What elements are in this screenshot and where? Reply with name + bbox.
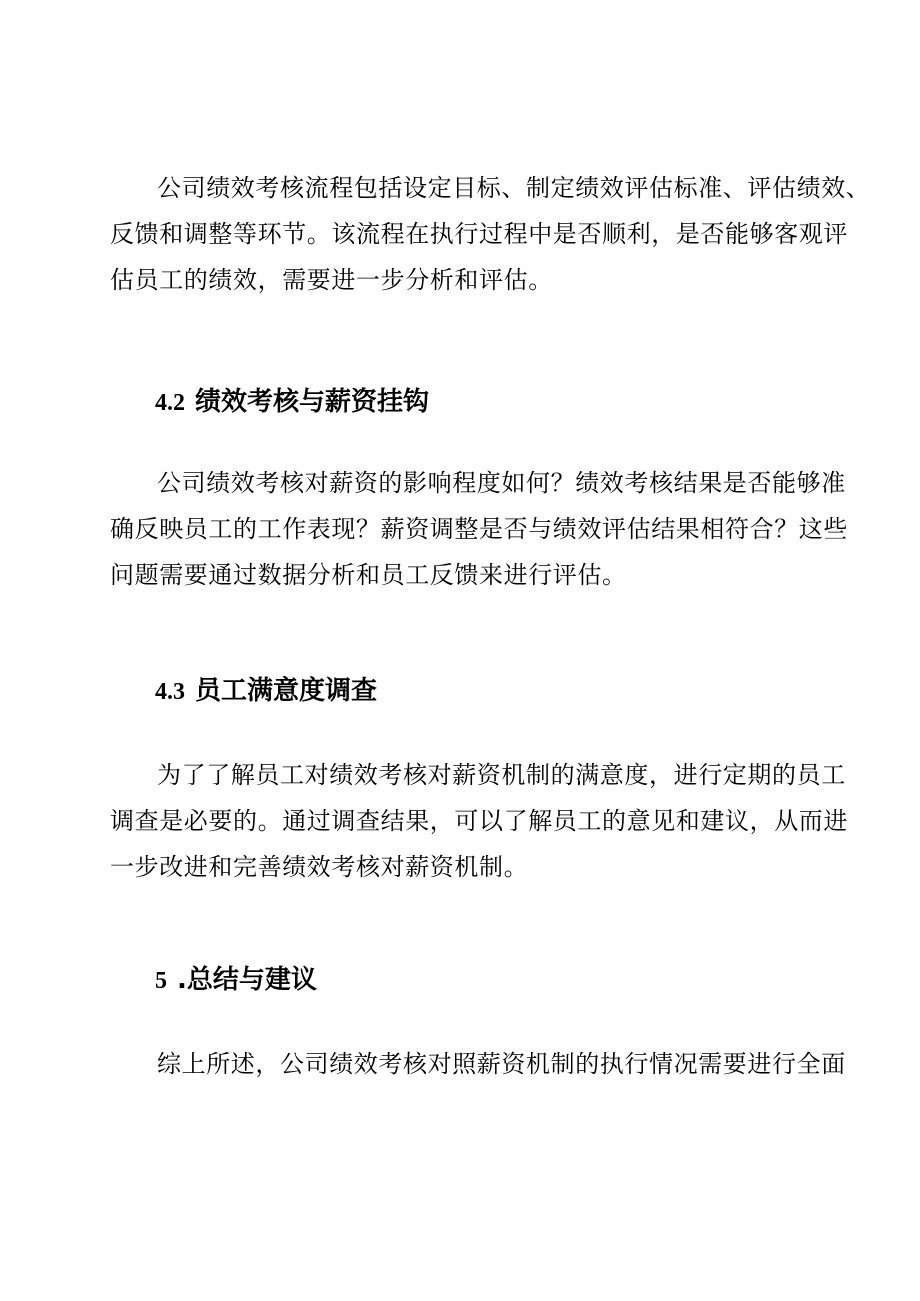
section-number: 5 xyxy=(155,968,167,994)
text-line: 调查是必要的。通过调查结果，可以了解员工的意见和建议，从而进 xyxy=(110,807,848,835)
paragraph-assessment-process xyxy=(110,165,871,303)
paragraph-summary xyxy=(110,1041,846,1087)
text-line: 综上所述，公司绩效考核对照薪资机制的执行情况需要进行全面 xyxy=(157,1050,846,1078)
text-line: 反馈和调整等环节。该流程在执行过程中是否顺利，是否能够客观评 xyxy=(110,220,848,248)
text-line: 估员工的绩效，需要进一步分析和评估。 xyxy=(110,266,553,294)
section-heading-4-3 xyxy=(155,673,377,710)
text-line: 为了了解员工对绩效考核对薪资机制的满意度，进行定期的员工 xyxy=(157,761,846,789)
text-line: 确反映员工的工作表现？薪资调整是否与绩效评估结果相符合？这些 xyxy=(110,515,848,543)
section-title: 员工满意度调查 xyxy=(195,676,378,706)
section-title: 绩效考核与薪资挂钩 xyxy=(195,387,430,417)
section-number: 4.2 xyxy=(155,390,185,416)
paragraph-salary-impact xyxy=(110,460,848,598)
section-heading-4-2 xyxy=(155,384,429,421)
text-line: 公司绩效考核流程包括设定目标、制定绩效评估标准、评估绩效、 xyxy=(157,174,871,202)
section-title: .总结与建议 xyxy=(177,965,317,995)
section-heading-5 xyxy=(155,962,317,999)
text-line: 一步改进和完善绩效考核对薪资机制。 xyxy=(110,853,529,881)
text-line: 问题需要通过数据分析和员工反馈来进行评估。 xyxy=(110,561,627,589)
section-number: 4.3 xyxy=(155,679,185,705)
text-line: 公司绩效考核对薪资的影响程度如何？绩效考核结果是否能够准 xyxy=(157,469,846,497)
paragraph-satisfaction-survey xyxy=(110,752,848,890)
